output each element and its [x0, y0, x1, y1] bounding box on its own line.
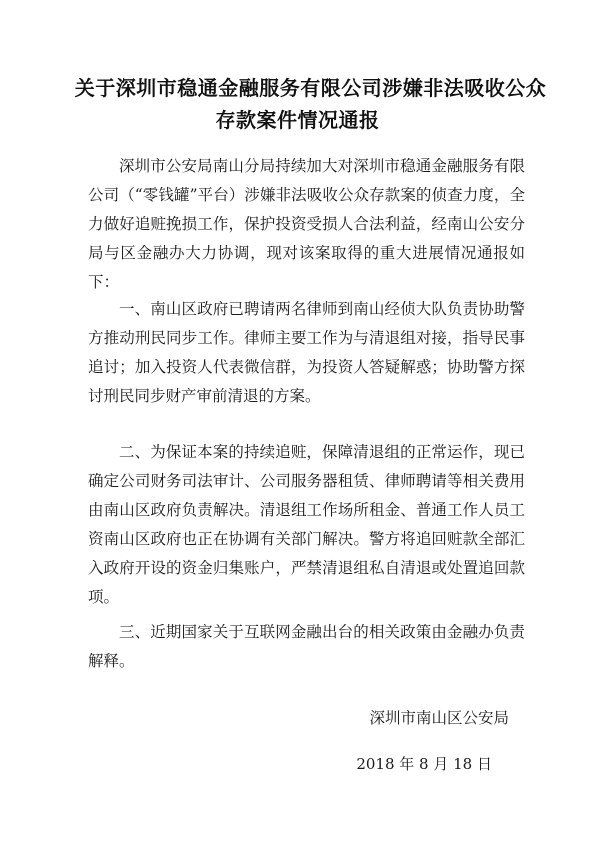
paragraph-item-1: 一、南山区政府已聘请两名律师到南山经侦大队负责协助警方推动刑民同步工作。律师主要工作为与清退组对接，指导民事追讨；加入投资人代表微信群，为投资人答疑解惑；协助警方探讨刑民同步财产审前清退的方案。 — [88, 300, 525, 405]
paragraph-item-2: 二、为保证本案的持续追赃，保障清退组的正常运作，现已确定公司财务司法审计、公司服务器租赁、律师聘请等相关费用由南山区政府负责解决。清退组工作场所租金、普通工作人员工资南山区政府也正在协调有关部门解决。警方将追回赃款全部汇入政府开设的资金归集账户，严禁清退组私自清退或处置追回款项。 — [88, 443, 525, 606]
document-title-line-1: 关于深圳市稳通金融服务有限公司涉嫌非法吸收公众 — [74, 76, 547, 100]
document-title-line-2: 存款案件情况通报 — [215, 108, 380, 132]
issuer-signature: 深圳市南山区公安局 — [369, 709, 509, 727]
paragraph-item-3: 三、近期国家关于互联网金融出台的相关政策由金融办负责解释。 — [88, 623, 525, 670]
paragraph-intro: 深圳市公安局南山分局持续加大对深圳市稳通金融服务有限公司（“零钱罐”平台）涉嫌非法吸收公众存款案的侦查力度，全力做好追赃挽损工作，保护投资受损人合法利益，经南山公安分局与区金融办大力协调，现对该案取得的重大进展情况通报如下： — [88, 157, 525, 291]
issue-date: 2018 年 8 月 18 日 — [356, 755, 492, 773]
